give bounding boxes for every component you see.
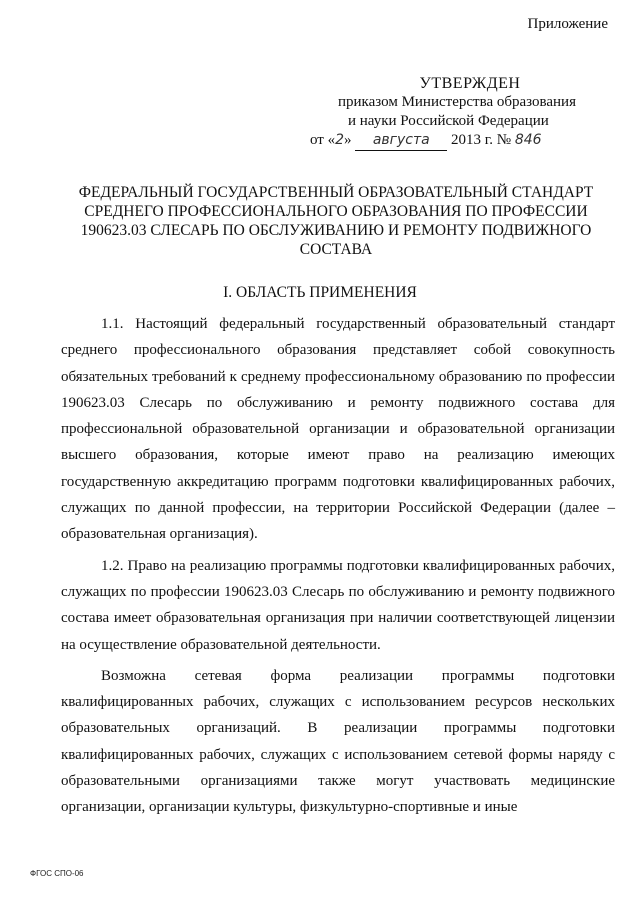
document-body [61,311,615,821]
approval-date-line [300,131,610,151]
handwritten-order-number: 846 [514,132,542,148]
annex-label: Приложение [527,16,608,32]
footer-code: ФГОС СПО-06 [30,869,84,878]
handwritten-month: августа [355,131,447,151]
handwritten-day: 2 [335,132,345,148]
paragraph-1-2: 1.2. Право на реализацию программы подготовки квалифицированных рабочих, служащих по профессии 190623.03 Слесарь по обслуживанию и ремонту подвижного состава имеет образовательная организация при наличии соответствующей лицензии на осуществление образовательной деятельности. [61,557,615,653]
approval-line-federation: и науки Российской Федерации [348,113,549,129]
document-title: ФЕДЕРАЛЬНЫЙ ГОСУДАРСТВЕННЫЙ ОБРАЗОВАТЕЛЬНЫЙ СТАНДАРТ СРЕДНЕГО ПРОФЕССИОНАЛЬНОГО ОБРАЗОВАНИЯ ПО ПРОФЕССИИ 190623.03 СЛЕСАРЬ ПО ОБСЛУЖИВАНИЮ И РЕМОНТУ ПОДВИЖНОГО СОСТАВА [78,184,594,258]
paragraph-1-1: 1.1. Настоящий федеральный государственный образовательный стандарт среднего профессионального образования представляет собой совокупность обязательных требований к среднему профессиональному образованию по профессии 190623.03 Слесарь по обслуживанию и ремонту подвижного состава для профессиональной образовательной организации и образовательной организации высшего образования, которые имеют право на реализацию имеющих государственную аккредитацию программ подготовки квалифицированных рабочих, служащих по данной профессии, на территории Российской Федерации (далее – образовательная организация). [61,316,615,543]
approval-heading: УТВЕРЖДЕН [419,75,521,92]
date-prefix: от « [310,132,336,148]
approval-line-ministry: приказом Министерства образования [338,94,576,110]
section-heading: I. ОБЛАСТЬ ПРИМЕНЕНИЯ [223,284,417,301]
date-year: 2013 г. № [451,132,512,148]
approval-block [300,74,610,151]
paragraph-network-form: Возможна сетевая форма реализации программы подготовки квалифицированных рабочих, служащих с использованием ресурсов нескольких образовательных организаций. В реализации программы подготовки квалифицированных рабочих, служащих с использованием сетевой формы наряду с образовательными организациями также могут участвовать медицинские организации, организации культуры, физкультурно-спортивные и иные [61,667,615,816]
date-mid: » [344,132,352,148]
